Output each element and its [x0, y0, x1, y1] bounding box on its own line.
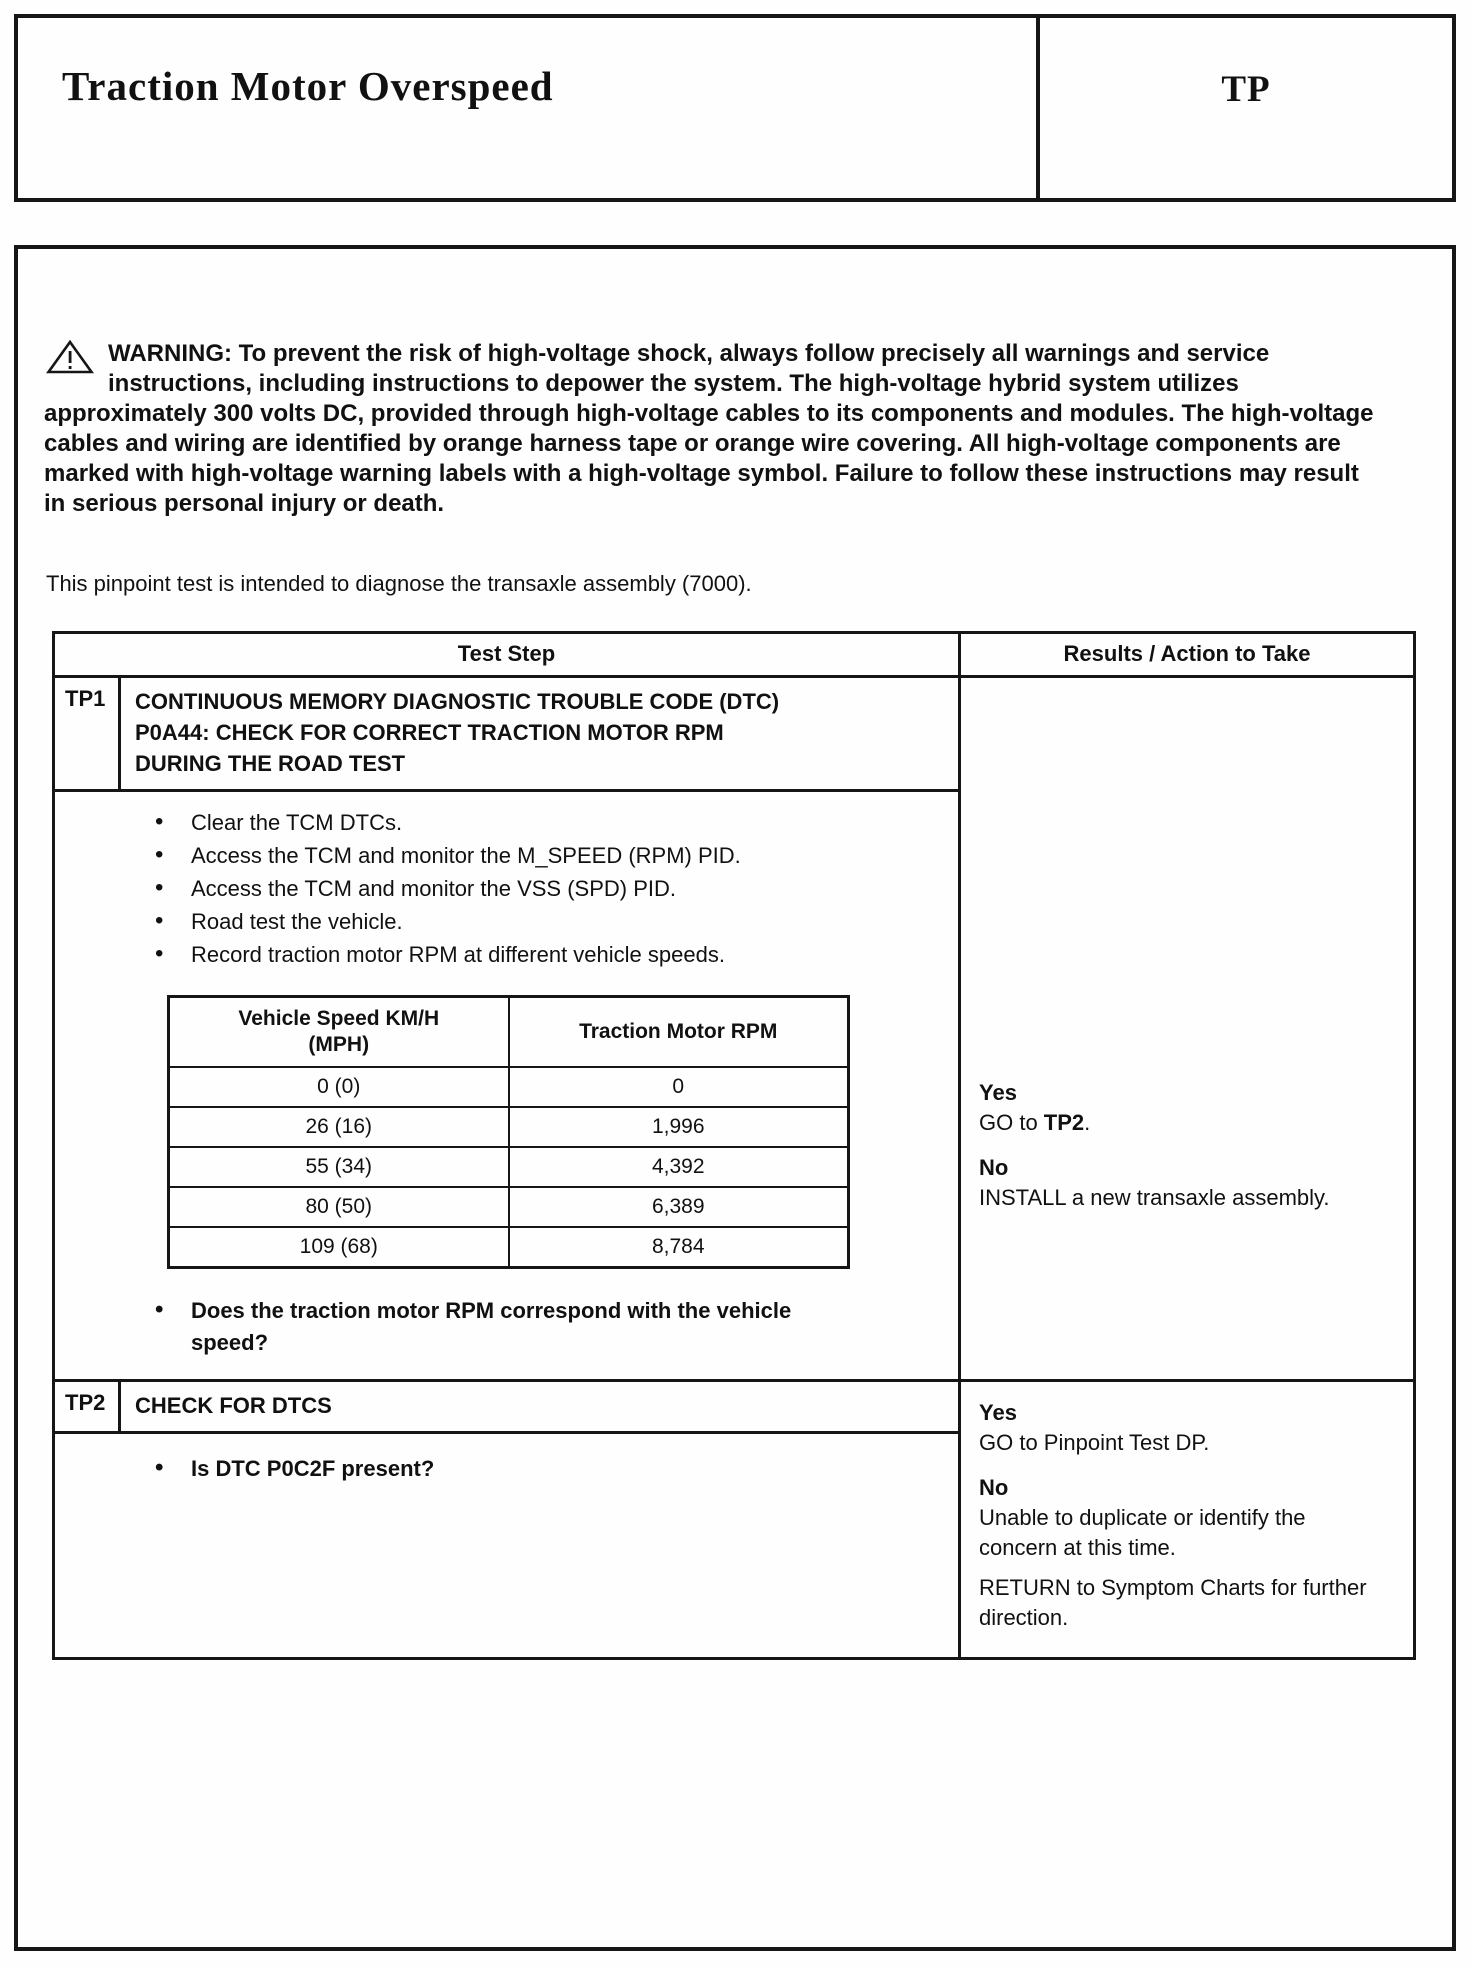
tp2-test-step-cell	[55, 1379, 961, 1657]
tp2-results-cell	[961, 1379, 1413, 1657]
tp1-title: CONTINUOUS MEMORY DIAGNOSTIC TROUBLE CODE (DTC) P0A44: CHECK FOR CORRECT TRACTION MOTOR RPM DURING THE ROAD TEST	[135, 689, 780, 776]
tp1-test-step-cell	[55, 678, 961, 1379]
rpm-cell: 0	[509, 1067, 849, 1107]
tp1-no-label: No	[979, 1155, 1009, 1180]
speed-table-row	[169, 1227, 849, 1268]
page-title-cell	[18, 18, 1036, 198]
step-item: • Access the TCM and monitor the M_SPEED (RPM) PID.	[55, 839, 958, 872]
tp2-return-action: RETURN to Symptom Charts for further direction.	[979, 1575, 1367, 1630]
step-item: • Access the TCM and monitor the VSS (SPD) PID.	[55, 872, 958, 905]
warning-label: WARNING:	[108, 340, 232, 367]
tp1-id: TP1	[55, 678, 121, 789]
tp2-title: CHECK FOR DTCS	[135, 1393, 332, 1418]
tp1-yes-action: GO to TP2.	[979, 1110, 1091, 1135]
rpm-cell: 1,996	[509, 1107, 849, 1147]
tp2-no-label: No	[979, 1475, 1009, 1500]
tp1-yes-label: Yes	[979, 1080, 1017, 1105]
spacer	[979, 1458, 1393, 1473]
page-header	[14, 14, 1456, 202]
intro-text: This pinpoint test is intended to diagnose the transaxle assembly (7000).	[46, 571, 752, 596]
speed-cell: 0 (0)	[169, 1067, 509, 1107]
spacer	[979, 1563, 1393, 1573]
speed-table-row	[169, 1147, 849, 1187]
tp2-body	[55, 1434, 958, 1505]
speed-table-header	[169, 997, 849, 1068]
speed-table	[167, 995, 850, 1269]
warning-text: To prevent the risk of high-voltage shock, always follow precisely all warnings and service instructions, including instructions to depower the system. The high-voltage hybrid system utilizes approximately 300 volts DC, provided through high-voltage cables to its components and modules. The high-voltage cables and wiring are identified by orange harness tape or orange wire covering. All high-voltage components are marked with high-voltage warning labels with a high-voltage symbol. Failure to follow these instructions may result in serious personal injury or death.	[44, 340, 1374, 517]
warning-note	[44, 339, 1380, 519]
speed-table-row	[169, 1187, 849, 1227]
results-column-header: Results / Action to Take	[961, 634, 1413, 678]
speed-cell: 80 (50)	[169, 1187, 509, 1227]
tp2-yes-label: Yes	[979, 1400, 1017, 1425]
tp1-question: • Does the traction motor RPM correspond with the vehicle speed?	[55, 1295, 801, 1359]
rpm-column-header: Traction Motor RPM	[509, 997, 849, 1068]
tp1-heading-row	[55, 678, 958, 792]
warning-triangle-icon	[46, 339, 94, 375]
speed-column-header: Vehicle Speed KM/H (MPH)	[169, 997, 509, 1068]
tp1-body	[55, 792, 958, 1379]
speed-table-row	[169, 1107, 849, 1147]
speed-cell: 55 (34)	[169, 1147, 509, 1187]
main-panel	[14, 245, 1456, 1951]
tp1-no-action: INSTALL a new transaxle assembly.	[979, 1185, 1330, 1210]
spacer	[979, 1138, 1393, 1153]
tp1-results-cell	[961, 678, 1413, 1379]
tp1-step-list	[55, 806, 958, 971]
step-item: • Record traction motor RPM at different vehicle speeds.	[55, 938, 958, 971]
rpm-cell: 8,784	[509, 1227, 849, 1268]
test-code: TP	[1221, 69, 1271, 110]
tp2-id: TP2	[55, 1382, 121, 1431]
tp2-question: • Is DTC P0C2F present?	[55, 1452, 958, 1485]
rpm-cell: 4,392	[509, 1147, 849, 1187]
page-title: Traction Motor Overspeed	[62, 63, 554, 109]
tp2-heading-row	[55, 1382, 958, 1434]
tp2-yes-action: GO to Pinpoint Test DP.	[979, 1430, 1210, 1455]
test-table	[52, 631, 1416, 1660]
speed-cell: 109 (68)	[169, 1227, 509, 1268]
speed-cell: 26 (16)	[169, 1107, 509, 1147]
step-item: • Clear the TCM DTCs.	[55, 806, 958, 839]
tp2-no-action: Unable to duplicate or identify the concern at this time.	[979, 1505, 1306, 1560]
speed-table-row	[169, 1067, 849, 1107]
test-step-column-header: Test Step	[55, 634, 961, 678]
test-code-cell	[1036, 18, 1452, 198]
step-item: • Road test the vehicle.	[55, 905, 958, 938]
rpm-cell: 6,389	[509, 1187, 849, 1227]
